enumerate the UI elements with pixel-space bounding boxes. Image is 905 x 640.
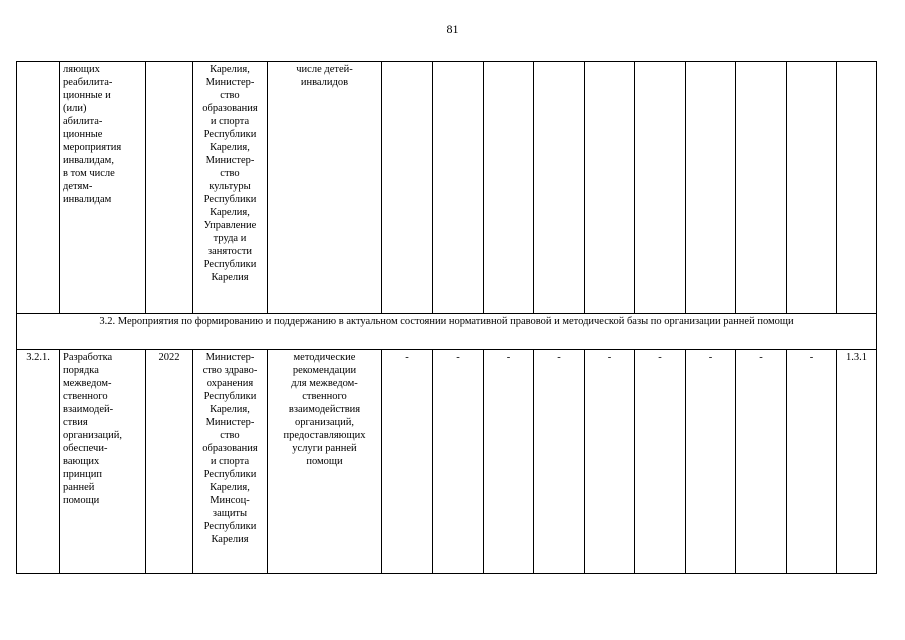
cell-line: Министер-	[205, 155, 255, 166]
cell-line: Карелия,	[210, 142, 250, 153]
cell-line: образования	[202, 103, 258, 114]
cell-indicator	[837, 62, 877, 314]
section-row	[17, 314, 877, 350]
cell-line: ство	[220, 168, 240, 179]
cell-line: культуры	[209, 181, 251, 192]
cell-line: рекомендации	[292, 365, 357, 376]
cell-line: ранней	[63, 482, 95, 493]
cell-line: Республики	[203, 469, 257, 480]
cell-value	[686, 62, 736, 314]
cell-line: Карелия,	[210, 482, 250, 493]
cell-value: -	[534, 350, 585, 574]
cell-line: Карелия,	[210, 404, 250, 415]
cell-line: в том числе	[63, 168, 115, 179]
cell-number: 3.2.1.	[17, 350, 60, 574]
cell-value	[534, 62, 585, 314]
cell-line: ствия	[63, 417, 88, 428]
cell-line: порядка	[63, 365, 99, 376]
cell-line: Минсоц-	[210, 495, 250, 506]
cell-line: помощи	[306, 456, 343, 467]
cell-value	[585, 62, 635, 314]
cell-line: и спорта	[210, 456, 250, 467]
cell-value	[787, 62, 837, 314]
cell-measure-name	[60, 350, 146, 574]
cell-line: помощи	[63, 495, 100, 506]
cell-line: Министер-	[205, 417, 255, 428]
cell-result	[268, 350, 382, 574]
cell-line: Управление	[203, 220, 257, 231]
cell-value: -	[433, 350, 484, 574]
cell-line: абилита-	[63, 116, 103, 127]
cell-line: Республики	[203, 391, 257, 402]
cell-line: ство	[220, 90, 240, 101]
cell-line: Республики	[203, 521, 257, 532]
cell-line: Республики	[203, 259, 257, 270]
cell-line: Карелия	[211, 534, 249, 545]
cell-line: для межведом-	[291, 378, 358, 389]
cell-line: методические	[293, 352, 356, 363]
cell-year: 2022	[146, 350, 193, 574]
cell-line: Министер-	[205, 77, 255, 88]
cell-value	[382, 62, 433, 314]
cell-value: -	[382, 350, 433, 574]
cell-line: взаимодействия	[288, 404, 361, 415]
cell-line: ственного	[302, 391, 347, 402]
cell-line: предоставляющих	[283, 430, 366, 441]
table-row	[17, 62, 877, 314]
cell-line: ство здраво-	[202, 365, 258, 376]
cell-line: инвалидов	[300, 77, 349, 88]
cell-year	[146, 62, 193, 314]
cell-line: числе детей-	[296, 64, 353, 75]
cell-line: ционные и	[63, 90, 111, 101]
cell-value: -	[787, 350, 837, 574]
cell-line: защиты	[212, 508, 248, 519]
cell-value: -	[635, 350, 686, 574]
cell-line: ляющих	[63, 64, 100, 75]
cell-line: организаций,	[63, 430, 122, 441]
cell-value	[635, 62, 686, 314]
program-table	[16, 61, 877, 574]
cell-line: инвалидам,	[63, 155, 114, 166]
cell-value: -	[585, 350, 635, 574]
table-row	[17, 350, 877, 574]
cell-line: труда и	[213, 233, 247, 244]
cell-line: реабилита-	[63, 77, 113, 88]
cell-line: ционные	[63, 129, 103, 140]
cell-line: Республики	[203, 194, 257, 205]
cell-value	[736, 62, 787, 314]
cell-line: и спорта	[210, 116, 250, 127]
cell-executor	[193, 350, 268, 574]
cell-value: -	[484, 350, 534, 574]
cell-line: Карелия	[211, 272, 249, 283]
cell-number	[17, 62, 60, 314]
cell-line: инвалидам	[63, 194, 112, 205]
cell-line: организаций,	[295, 417, 354, 428]
cell-value	[484, 62, 534, 314]
cell-value: -	[686, 350, 736, 574]
cell-line: Республики	[203, 129, 257, 140]
cell-line: услуги ранней	[292, 443, 357, 454]
cell-line: принцип	[63, 469, 102, 480]
cell-line: межведом-	[63, 378, 112, 389]
cell-line: вающих	[63, 456, 100, 467]
cell-executor	[193, 62, 268, 314]
cell-line: Карелия,	[210, 207, 250, 218]
cell-line: охранения	[206, 378, 254, 389]
cell-indicator: 1.3.1	[837, 350, 877, 574]
cell-line: (или)	[63, 103, 87, 114]
cell-measure-name	[60, 62, 146, 314]
cell-line: ственного	[63, 391, 108, 402]
cell-line: ство	[220, 430, 240, 441]
cell-result	[268, 62, 382, 314]
cell-line: Карелия,	[210, 64, 250, 75]
cell-value: -	[736, 350, 787, 574]
cell-line: занятости	[207, 246, 253, 257]
cell-line: образования	[202, 443, 258, 454]
cell-value	[433, 62, 484, 314]
cell-line: мероприятия	[63, 142, 122, 153]
cell-line: Министер-	[205, 352, 255, 363]
cell-line: Разработка	[63, 352, 113, 363]
cell-line: детям-	[63, 181, 93, 192]
page-number: 81	[446, 22, 459, 36]
section-title: 3.2. Мероприятия по формированию и поддержанию в актуальном состоянии нормативной правовой и методической базы по организации ранней помощи	[17, 314, 877, 350]
cell-line: взаимодей-	[63, 404, 114, 415]
cell-line: обеспечи-	[63, 443, 108, 454]
